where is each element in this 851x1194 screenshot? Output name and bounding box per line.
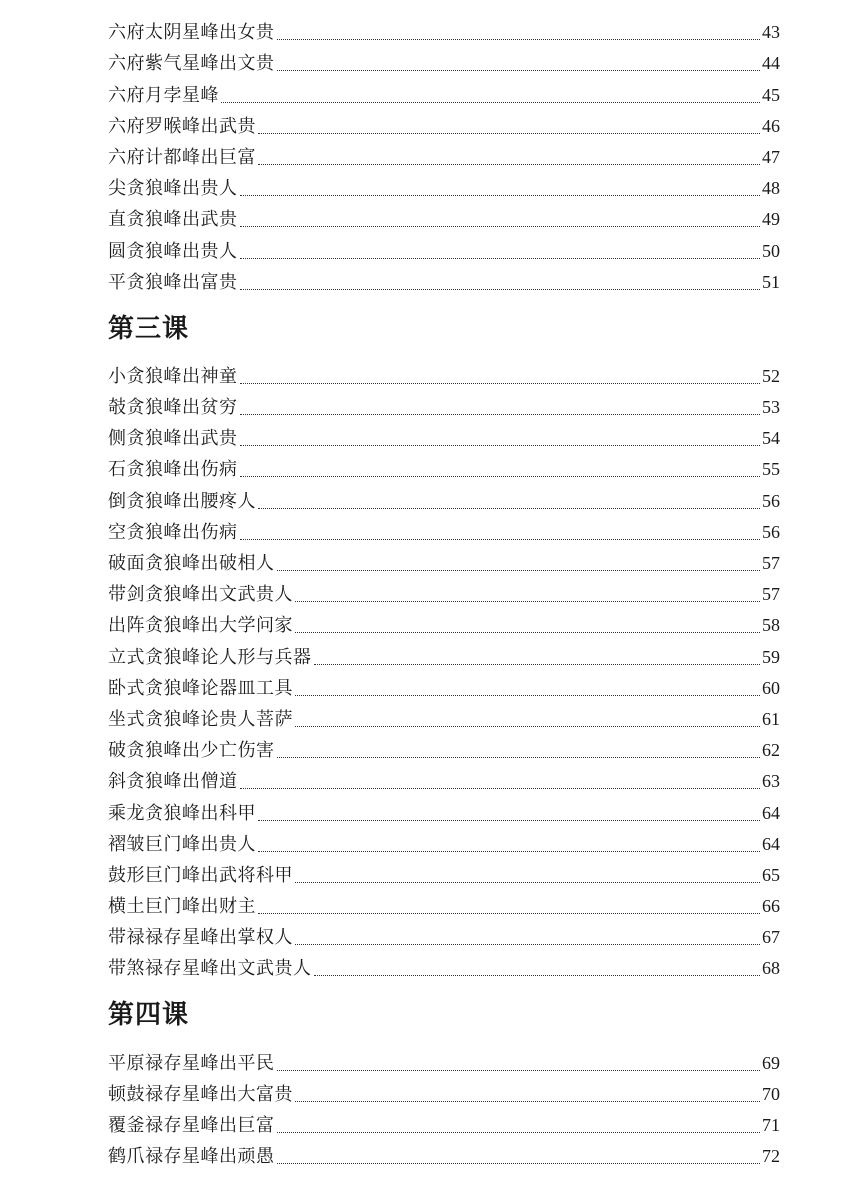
toc-entry-title: 乘龙贪狼峰出科甲 [108, 802, 256, 824]
section-heading: 第三课 [108, 313, 190, 344]
toc-entry-title: 六府月孛星峰 [108, 84, 219, 106]
toc-entry-page-number: 59 [762, 646, 780, 667]
toc-entry[interactable] [108, 204, 780, 235]
toc-entry-page-number: 58 [762, 615, 780, 636]
toc-entry-title: 空贪狼峰出伤病 [108, 521, 238, 543]
toc-entry-title: 六府紫气星峰出文贵 [108, 53, 275, 75]
toc-entry-title: 带禄禄存星峰出掌权人 [108, 927, 293, 949]
toc-entry[interactable] [108, 704, 780, 735]
toc-entry[interactable] [108, 641, 780, 672]
toc-entry-title: 直贪狼峰出武贵 [108, 209, 238, 231]
toc-entry-page-number: 44 [762, 53, 780, 74]
toc-entry-page-number: 55 [762, 459, 780, 480]
toc-entry[interactable] [108, 392, 780, 423]
toc-entry-page-number: 53 [762, 397, 780, 418]
toc-entry[interactable] [108, 1079, 780, 1110]
toc-entry-title: 攲贪狼峰出贫穷 [108, 397, 238, 419]
toc-entry[interactable] [108, 361, 780, 392]
toc-entry-page-number: 64 [762, 833, 780, 854]
toc-entry[interactable] [108, 548, 780, 579]
toc-entry[interactable] [108, 579, 780, 610]
toc-entry-page-number: 69 [762, 1052, 780, 1073]
toc-entry-title: 六府太阴星峰出女贵 [108, 22, 275, 44]
toc-section [108, 298, 780, 985]
toc-entry-page-number: 51 [762, 271, 780, 292]
dot-leader [314, 975, 761, 976]
dot-leader [258, 508, 760, 509]
dot-leader [240, 289, 761, 290]
toc-entry-title: 褶皱巨门峰出贵人 [108, 833, 256, 855]
dot-leader [295, 601, 760, 602]
toc-section [108, 984, 780, 1172]
dot-leader [314, 664, 761, 665]
section-heading: 第四课 [108, 1000, 190, 1031]
toc-entry-title: 立式贪狼峰论人形与兵器 [108, 646, 312, 668]
toc-entry[interactable] [108, 48, 780, 79]
toc-entry-title: 侧贪狼峰出武贵 [108, 428, 238, 450]
toc-entry-page-number: 66 [762, 896, 780, 917]
dot-leader [295, 944, 760, 945]
toc-entry-title: 倒贪狼峰出腰疼人 [108, 490, 256, 512]
toc-entry[interactable] [108, 79, 780, 110]
toc-entry[interactable] [108, 517, 780, 548]
toc-entry-title: 平原禄存星峰出平民 [108, 1052, 275, 1074]
toc-entry[interactable] [108, 485, 780, 516]
toc-entry-page-number: 54 [762, 428, 780, 449]
toc-entry-page-number: 48 [762, 178, 780, 199]
toc-entry-title: 圆贪狼峰出贵人 [108, 240, 238, 262]
toc-entry-title: 小贪狼峰出神童 [108, 365, 238, 387]
dot-leader [258, 133, 760, 134]
toc-entry-page-number: 46 [762, 115, 780, 136]
toc-entry[interactable] [108, 860, 780, 891]
toc-entry-title: 石贪狼峰出伤病 [108, 459, 238, 481]
toc-entry-title: 平贪狼峰出富贵 [108, 271, 238, 293]
toc-entry-page-number: 47 [762, 146, 780, 167]
toc-entry-title: 坐式贪狼峰论贵人菩萨 [108, 708, 293, 730]
toc-entry-page-number: 71 [762, 1115, 780, 1135]
toc-entry[interactable] [108, 173, 780, 204]
dot-leader [240, 226, 761, 227]
toc-entry-page-number: 49 [762, 209, 780, 230]
toc-entry-title: 带煞禄存星峰出文武贵人 [108, 958, 312, 980]
dot-leader [277, 1132, 761, 1133]
dot-leader [277, 1163, 761, 1164]
dot-leader [258, 820, 760, 821]
toc-entry-title: 斜贪狼峰出僧道 [108, 771, 238, 793]
toc-entry-page-number: 52 [762, 365, 780, 386]
toc-entry-page-number: 57 [762, 584, 780, 605]
dot-leader [295, 632, 760, 633]
toc-entry-page-number: 65 [762, 864, 780, 885]
toc-entry[interactable] [108, 891, 780, 922]
toc-entry-page-number: 61 [762, 708, 780, 729]
toc-entry[interactable] [108, 1141, 780, 1172]
toc-entry[interactable] [108, 610, 780, 641]
toc-entry-title: 出阵贪狼峰出大学问家 [108, 615, 293, 637]
toc-entry[interactable] [108, 267, 780, 298]
dot-leader [258, 164, 760, 165]
toc-entry-page-number: 56 [762, 521, 780, 542]
toc-entry-page-number: 57 [762, 553, 780, 573]
toc-entry-title: 破贪狼峰出少亡伤害 [108, 740, 275, 762]
dot-leader [240, 476, 761, 477]
toc-entry[interactable] [108, 17, 780, 48]
toc-entry[interactable] [108, 454, 780, 485]
dot-leader [258, 913, 760, 914]
dot-leader [295, 1101, 760, 1102]
dot-leader [258, 851, 760, 852]
dot-leader [240, 414, 761, 415]
toc-entry-title: 六府计都峰出巨富 [108, 146, 256, 168]
toc-entry-page-number: 67 [762, 927, 780, 948]
dot-leader [295, 726, 760, 727]
toc-section [108, 17, 780, 298]
toc-entry-page-number: 56 [762, 490, 780, 511]
toc-entry[interactable] [108, 142, 780, 173]
toc-entry[interactable] [108, 829, 780, 860]
dot-leader [295, 695, 760, 696]
toc-entry-title: 顿鼓禄存星峰出大富贵 [108, 1083, 293, 1105]
toc-entry-title: 横土巨门峰出财主 [108, 896, 256, 918]
dot-leader [240, 383, 761, 384]
toc-entry-title: 带剑贪狼峰出文武贵人 [108, 584, 293, 606]
dot-leader [295, 882, 760, 883]
dot-leader [240, 445, 761, 446]
toc-entry-page-number: 68 [762, 958, 780, 979]
toc-entry[interactable] [108, 797, 780, 828]
toc-entry-page-number: 62 [762, 740, 780, 761]
toc-entry-title: 鼓形巨门峰出武将科甲 [108, 864, 293, 886]
toc-entry-page-number: 45 [762, 84, 780, 105]
toc-entry-title: 尖贪狼峰出贵人 [108, 178, 238, 200]
dot-leader [277, 757, 761, 758]
dot-leader [240, 195, 761, 196]
toc-entry[interactable] [108, 766, 780, 797]
dot-leader [277, 1070, 761, 1071]
dot-leader [240, 788, 761, 789]
toc-entry-page-number: 63 [762, 771, 780, 792]
toc-entry[interactable] [108, 111, 780, 142]
toc-entry[interactable] [108, 423, 780, 454]
toc-entry-page-number: 64 [762, 802, 780, 823]
dot-leader [277, 70, 761, 71]
toc-entry[interactable] [108, 673, 780, 704]
toc-entry-page-number: 60 [762, 677, 780, 698]
dot-leader [277, 570, 761, 571]
dot-leader [277, 39, 761, 40]
toc-entry-page-number: 50 [762, 240, 780, 261]
toc-entry[interactable] [108, 922, 780, 953]
toc-entry-title: 鹤爪禄存星峰出顽愚 [108, 1146, 275, 1168]
toc-entry-title: 覆釜禄存星峰出巨富 [108, 1115, 275, 1136]
toc-entry[interactable] [108, 953, 780, 984]
toc-entry[interactable] [108, 1047, 780, 1078]
dot-leader [240, 539, 761, 540]
table-of-contents [108, 17, 780, 1172]
toc-entry-title: 六府罗喉峰出武贵 [108, 115, 256, 137]
dot-leader [240, 258, 761, 259]
toc-entry-page-number: 70 [762, 1083, 780, 1104]
toc-entry-title: 卧式贪狼峰论器皿工具 [108, 677, 293, 699]
dot-leader [221, 102, 760, 103]
toc-entry[interactable] [108, 735, 780, 766]
toc-entry[interactable] [108, 235, 780, 266]
toc-entry[interactable] [108, 1110, 780, 1141]
toc-entry-page-number: 43 [762, 22, 780, 43]
toc-entry-title: 破面贪狼峰出破相人 [108, 553, 275, 574]
toc-entry-page-number: 72 [762, 1146, 780, 1167]
